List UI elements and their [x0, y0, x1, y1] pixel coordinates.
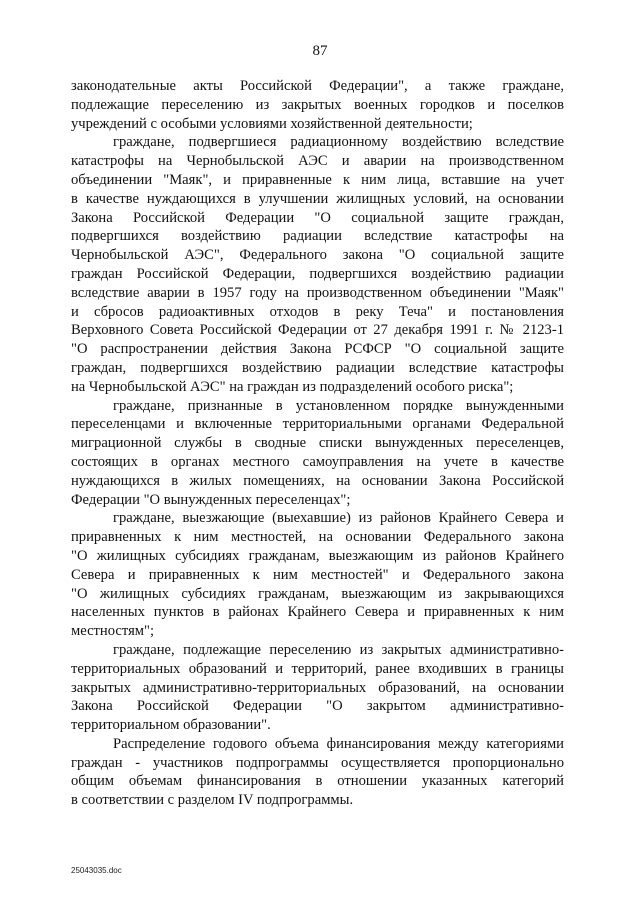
text-line: на Чернобыльской АЭС" на граждан из подразделений особого риска"; — [71, 378, 514, 395]
text-line: граждане, подвергшиеся радиационному воздействию вследствие — [113, 134, 564, 151]
text-line: подлежащие переселению из закрытых военных городков и поселков — [71, 96, 564, 113]
text-line: подвергшихся воздействию радиации вследствие катастрофы на — [71, 228, 564, 245]
text-line: катастрофы на Чернобыльской АЭС и аварии на производственном — [71, 153, 564, 170]
text-line: состоящих в органах местного самоуправления на учете в качестве — [71, 453, 564, 470]
text-line: и сбросов радиоактивных отходов в реку Теча" и постановления — [71, 303, 564, 320]
text-line: населенных пунктов в районах Крайнего Севера и приравненных к ним — [71, 604, 564, 621]
text-line: вследствие аварии в 1957 году на производственном объединении "Маяк" — [71, 284, 564, 301]
text-line: учреждений с особыми условиями хозяйственной деятельности; — [71, 115, 473, 132]
text-line: Севера и приравненных к ним местностей" и Федерального закона — [71, 566, 564, 583]
text-line: переселенцами и включенные территориальными органами Федеральной — [71, 416, 564, 433]
text-line: Федерации "О вынужденных переселенцах"; — [71, 491, 351, 508]
text-line: нуждающихся в жилых помещениях, на основании Закона Российской — [71, 472, 564, 489]
text-line: миграционной службы в сводные списки вынужденных переселенцев, — [71, 435, 564, 452]
text-line: граждан - участников подпрограммы осуществляется пропорционально — [71, 754, 564, 771]
text-line: граждане, признанные в установленном порядке вынужденными — [113, 397, 564, 414]
text-line: граждане, подлежащие переселению из закрытых административно- — [113, 641, 564, 658]
text-line: территориальных образований и территорий, ранее входивших в границы — [71, 660, 564, 677]
text-line: Закона Российской Федерации "О социальной защите граждан, — [71, 209, 564, 226]
text-line: "О распространении действия Закона РСФСР "О социальной защите — [71, 341, 564, 358]
text-line: закрытых административно-территориальных образований, на основании — [71, 679, 564, 696]
text-line: местностям"; — [71, 623, 155, 640]
text-line: в качестве нуждающихся в улучшении жилищных условий, на основании — [71, 190, 564, 207]
text-line: общим объемам финансирования в отношении указанных категорий — [71, 773, 564, 790]
text-line: законодательные акты Российской Федерации", а также граждане, — [71, 78, 564, 94]
text-line: приравненных к ним местностей, на основании Федерального закона — [71, 529, 564, 546]
text-line: Верховного Совета Российской Федерации от 27 декабря 1991 г. № 2123-1 — [71, 322, 564, 339]
page-number: 87 — [312, 43, 328, 59]
file-name-footer: 25043035.doc — [71, 866, 122, 875]
document-body — [71, 77, 564, 810]
text-line: "О жилищных субсидиях гражданам, выезжающим из районов Крайнего — [71, 547, 564, 564]
text-line: граждан Российской Федерации, подвергшихся воздействию радиации — [71, 265, 564, 282]
text-line: граждане, выезжающие (выехавшие) из районов Крайнего Севера и — [113, 510, 564, 527]
text-line: граждан, подвергшихся воздействию радиации вследствие катастрофы — [71, 359, 564, 376]
text-line: "О жилищных субсидиях гражданам, выезжающим из закрывающихся — [71, 585, 564, 602]
text-line: в соответствии с разделом IV подпрограммы. — [71, 792, 354, 809]
text-line: территориальном образовании". — [71, 717, 271, 734]
text-line: Закона Российской Федерации "О закрытом административно- — [71, 698, 564, 715]
text-line: объединении "Маяк", и приравненные к ним лица, вставшие на учет — [71, 171, 564, 188]
text-line: Распределение годового объема финансирования между категориями — [113, 735, 564, 752]
text-line: Чернобыльской АЭС", Федерального закона "О социальной защите — [71, 247, 564, 264]
